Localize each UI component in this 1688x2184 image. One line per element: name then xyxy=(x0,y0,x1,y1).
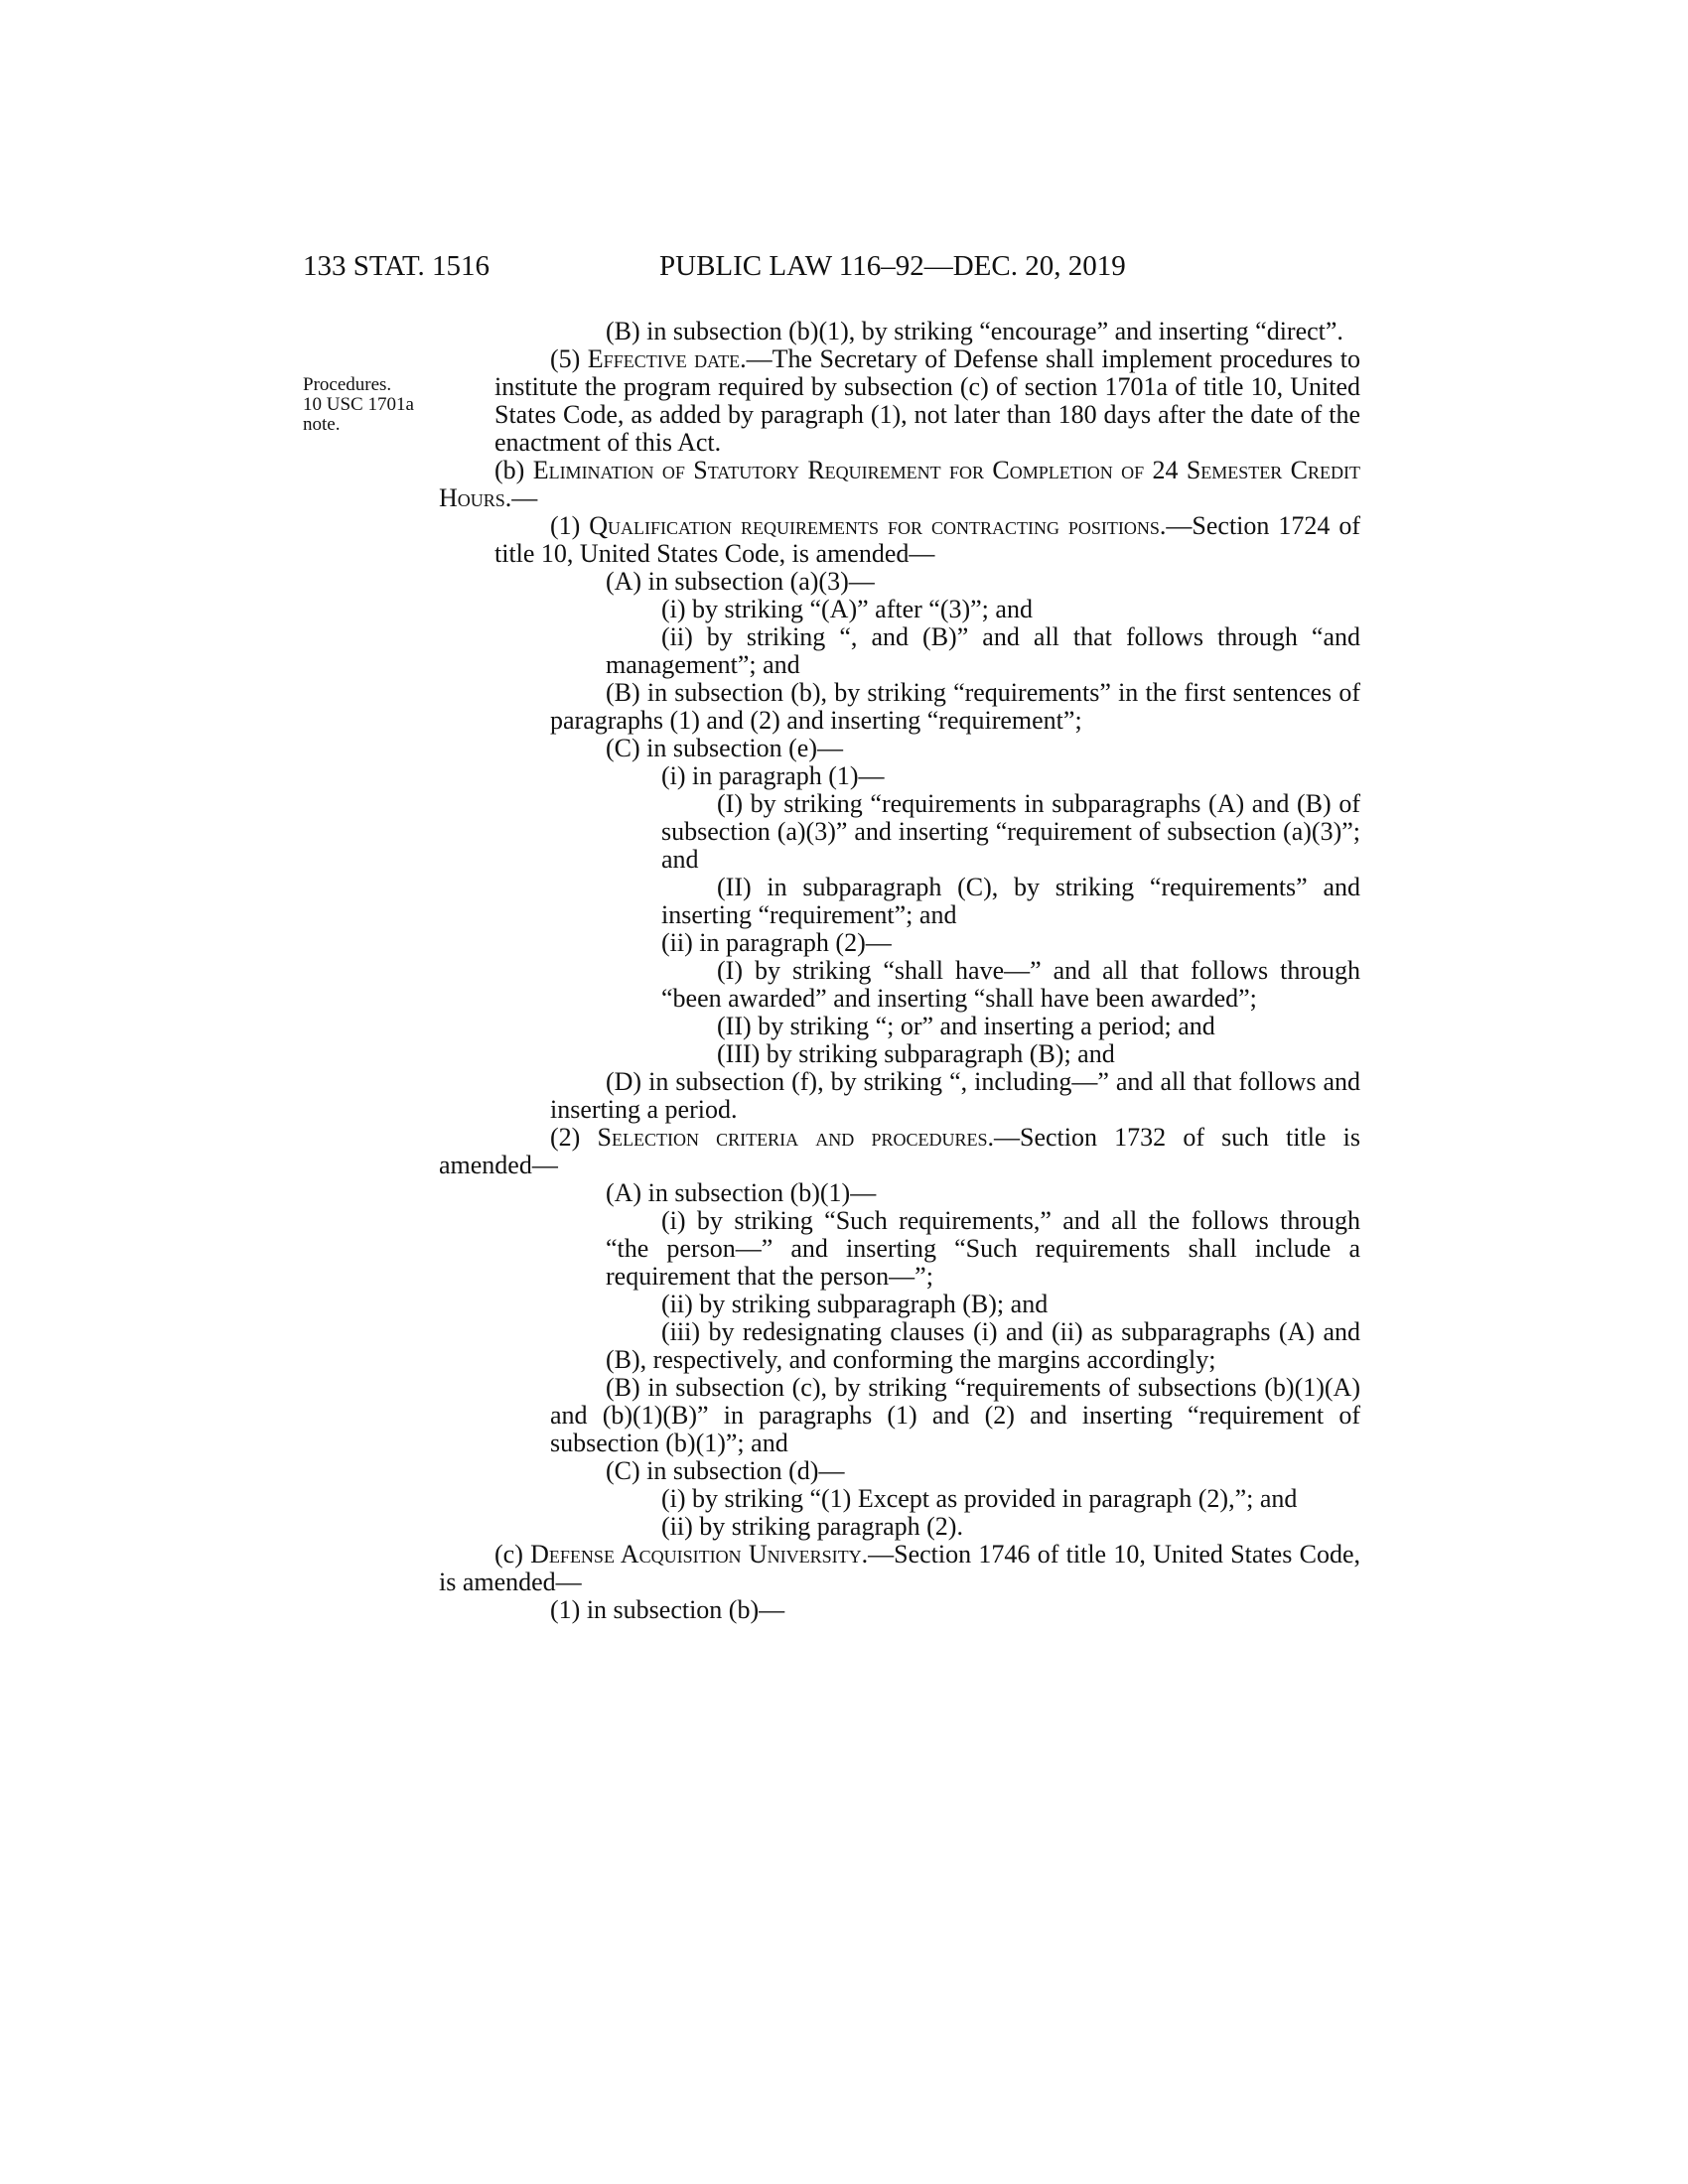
paragraph-text: (1) in subsection (b)— xyxy=(550,1595,785,1624)
statute-paragraph xyxy=(494,1068,1360,1124)
paragraph-text: (i) by striking “(A)” after “(3)”; and xyxy=(661,595,1033,623)
statute-paragraph xyxy=(494,568,1360,596)
margin-note-line: 10 USC 1701a xyxy=(303,394,414,415)
paragraph-text: (i) by striking “Such requirements,” and all the follows through “the person—” and inserting “Such requirements shall include a requirement that the person—”; xyxy=(606,1206,1360,1291)
section-heading: Defense Acquisition University xyxy=(530,1540,862,1569)
paragraph-text: (ii) in paragraph (2)— xyxy=(661,928,892,957)
document-body xyxy=(439,317,1360,1624)
paragraph-text: (b) xyxy=(494,456,533,484)
statute-paragraph xyxy=(494,679,1360,735)
statute-paragraph xyxy=(494,735,1360,762)
law-title: PUBLIC LAW 116–92—DEC. 20, 2019 xyxy=(659,250,1126,282)
paragraph-text: (II) in subparagraph (C), by striking “requirements” and inserting “requirement”; and xyxy=(661,873,1360,929)
paragraph-text: (2) xyxy=(550,1123,598,1152)
paragraph-text: .—Section 1732 of such title is amended— xyxy=(439,1123,1360,1179)
section-heading: Qualification requirements for contracting positions xyxy=(589,511,1160,540)
statute-paragraph xyxy=(494,1513,1360,1541)
statute-paragraph xyxy=(494,1291,1360,1318)
paragraph-text: (II) by striking “; or” and inserting a period; and xyxy=(717,1012,1215,1040)
paragraph-text: (A) in subsection (b)(1)— xyxy=(606,1178,877,1207)
paragraph-text: (i) in paragraph (1)— xyxy=(661,761,885,790)
page-header xyxy=(0,246,1688,286)
statute-paragraph xyxy=(494,596,1360,623)
statute-paragraph xyxy=(494,1318,1360,1374)
paragraph-text: (5) xyxy=(550,344,588,373)
section-heading: Selection criteria and procedures xyxy=(597,1123,988,1152)
paragraph-text: (i) by striking “(1) Except as provided in paragraph (2),”; and xyxy=(661,1484,1298,1513)
section-heading: Elimination of Statutory Requirement for Completion of 24 Semester Credit Hours xyxy=(439,456,1360,512)
section-heading: Effective date xyxy=(587,344,741,373)
paragraph-text: (C) in subsection (e)— xyxy=(606,734,844,762)
paragraph-text: (D) in subsection (f), by striking “, including—” and all that follows and inserting a period. xyxy=(550,1067,1360,1124)
stat-citation: 133 STAT. 1516 xyxy=(303,250,491,282)
paragraph-text: (I) by striking “shall have—” and all that follows through “been awarded” and inserting “shall have been awarded”; xyxy=(661,956,1360,1013)
paragraph-text: (C) in subsection (d)— xyxy=(606,1456,845,1485)
paragraph-text: (B) in subsection (b), by striking “requirements” in the first sentences of paragraphs (1) and (2) and inserting “requirement”; xyxy=(550,678,1360,735)
paragraph-text: (III) by striking subparagraph (B); and xyxy=(717,1039,1115,1068)
paragraph-text: (ii) by striking paragraph (2). xyxy=(661,1512,963,1541)
statute-paragraph xyxy=(494,318,1360,345)
statute-paragraph xyxy=(494,929,1360,957)
paragraph-text: (1) xyxy=(550,511,590,540)
statute-paragraph xyxy=(494,623,1360,679)
statute-paragraph xyxy=(494,1013,1360,1040)
paragraph-text: (c) xyxy=(494,1540,531,1569)
paragraph-text: (I) by striking “requirements in subparagraphs (A) and (B) of subsection (a)(3)” and inserting “requirement of subsection (a)(3)”; and xyxy=(661,789,1360,874)
paragraph-text: .—Section 1724 of title 10, United States Code, is amended— xyxy=(494,511,1360,568)
margin-note-line: note. xyxy=(303,414,341,435)
paragraph-text: (ii) by striking “, and (B)” and all that follows through “and management”; and xyxy=(606,622,1360,679)
statute-paragraph xyxy=(439,1124,1360,1179)
statute-paragraph xyxy=(494,1485,1360,1513)
statute-paragraph xyxy=(494,762,1360,790)
paragraph-text: (A) in subsection (a)(3)— xyxy=(606,567,875,596)
statute-paragraph xyxy=(494,512,1360,568)
statute-paragraph xyxy=(494,1207,1360,1291)
paragraph-text: (B) in subsection (b)(1), by striking “encourage” and inserting “direct”. xyxy=(606,317,1343,345)
statute-paragraph xyxy=(494,790,1360,874)
statute-paragraph xyxy=(494,1179,1360,1207)
statute-paragraph xyxy=(494,1374,1360,1457)
paragraph-text: .—The Secretary of Defense shall implement procedures to institute the program required by subsection (c) of section 1701a of title 10, United States Code, as added by paragraph (1), not later than 180 days after the date of the enactment of this Act. xyxy=(494,344,1360,457)
paragraph-text: (iii) by redesignating clauses (i) and (ii) as subparagraphs (A) and (B), respectively, and conforming the margins accordingly; xyxy=(606,1317,1360,1374)
statute-paragraph xyxy=(494,345,1360,457)
statute-paragraph xyxy=(494,957,1360,1013)
margin-note xyxy=(303,375,472,435)
statute-paragraph xyxy=(439,1541,1360,1596)
margin-note-line: Procedures. xyxy=(303,374,392,395)
statute-paragraph xyxy=(494,1596,1360,1624)
paragraph-text: .—Section 1746 of title 10, United States Code, is amended— xyxy=(439,1540,1360,1596)
paragraph-text: .— xyxy=(504,483,538,512)
statute-paragraph xyxy=(494,1040,1360,1068)
statute-paragraph xyxy=(439,457,1360,512)
statute-paragraph xyxy=(494,874,1360,929)
paragraph-text: (ii) by striking subparagraph (B); and xyxy=(661,1290,1049,1318)
paragraph-text: (B) in subsection (c), by striking “requirements of subsections (b)(1)(A) and (b)(1)(B)” in paragraphs (1) and (2) and inserting “requirement of subsection (b)(1)”; and xyxy=(550,1373,1360,1457)
statute-paragraph xyxy=(494,1457,1360,1485)
